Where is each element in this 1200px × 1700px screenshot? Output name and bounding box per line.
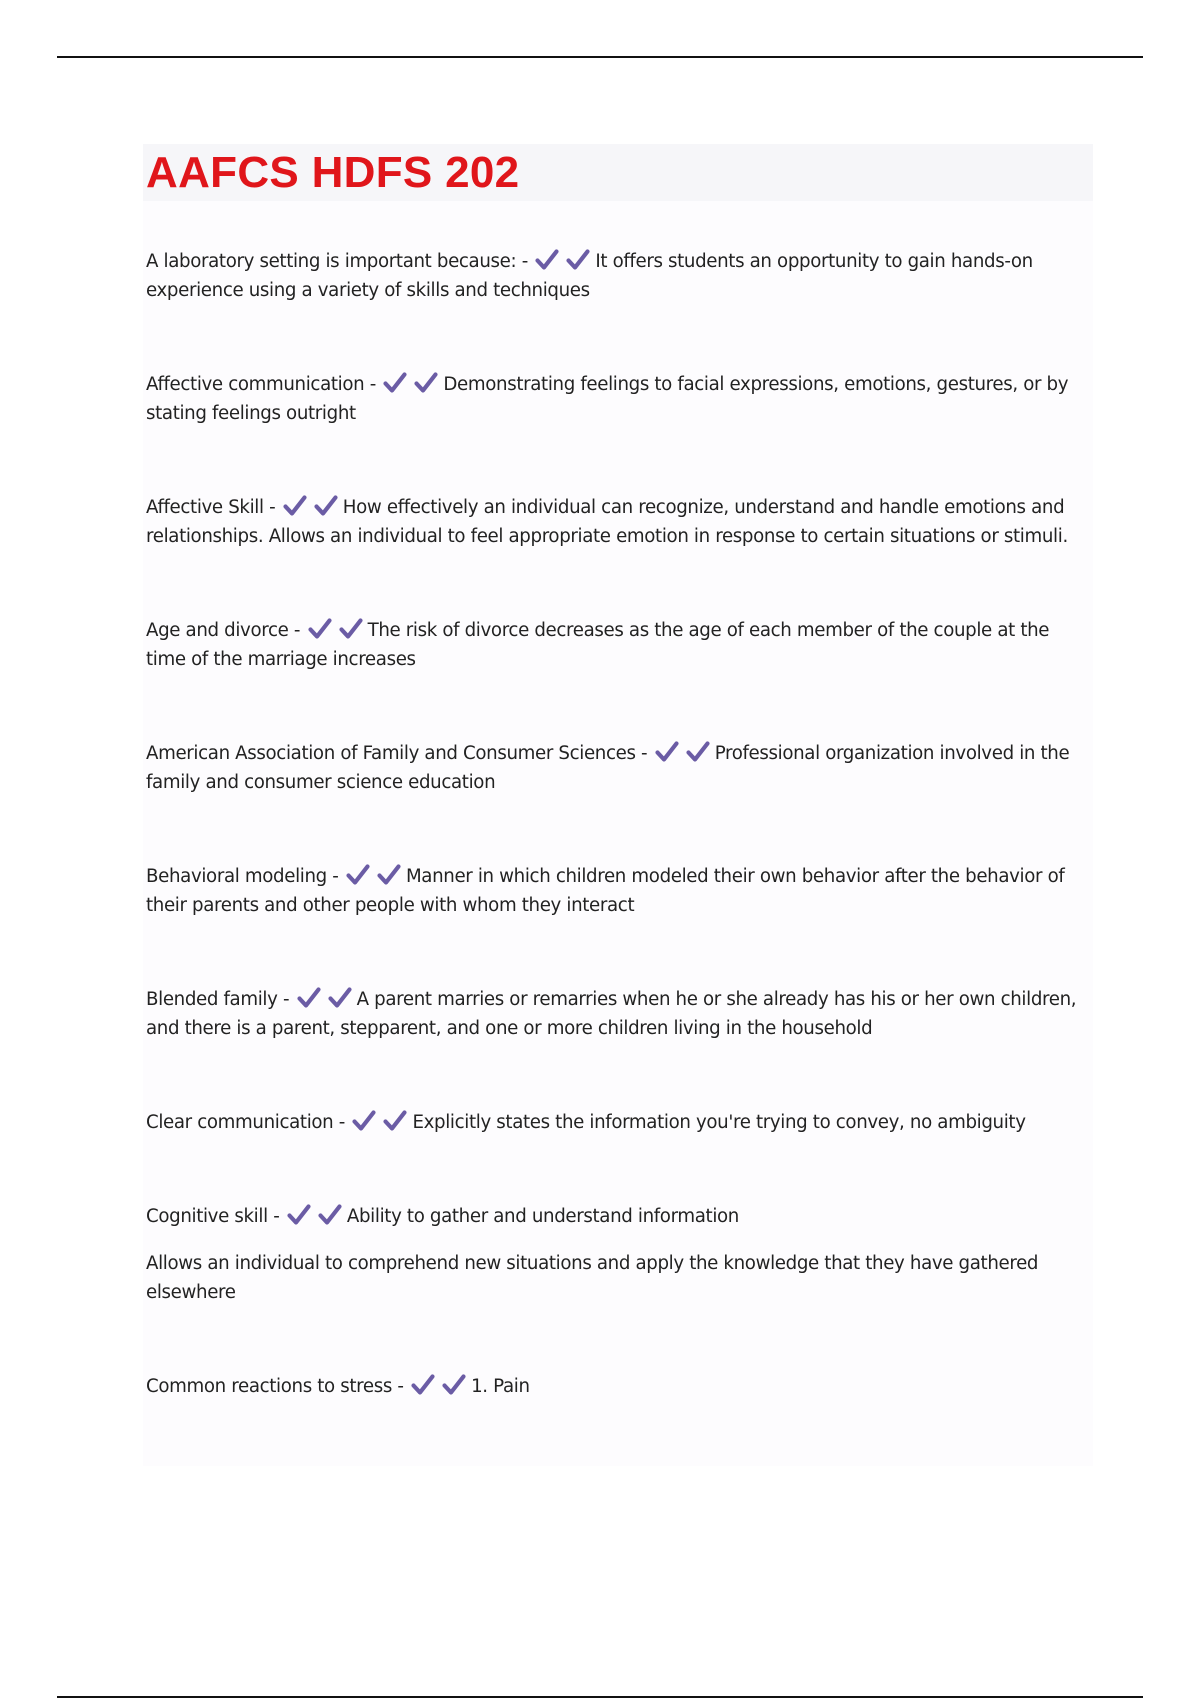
checkmark-icon	[442, 1374, 466, 1396]
checkmark-icon	[339, 618, 363, 640]
entry-term: Affective Skill	[146, 497, 264, 518]
checkmark-icon	[352, 1110, 376, 1132]
checkmark-icon	[686, 741, 710, 763]
checkmark-icon	[328, 987, 352, 1009]
entry-term: A laboratory setting is important because:	[146, 251, 517, 272]
checkmark-icon	[655, 741, 679, 763]
entry-definition: Ability to gather and understand information	[346, 1206, 739, 1227]
checkmark-icon	[287, 1204, 311, 1226]
entry-separator: -	[369, 374, 376, 395]
entry-term: Behavioral modeling	[146, 866, 327, 887]
checkmark-icon	[566, 249, 590, 271]
checkmark-icon	[283, 495, 307, 517]
entry-separator: -	[273, 1206, 280, 1227]
entry-separator: -	[332, 866, 339, 887]
entry-term: American Association of Family and Consumer Sciences	[146, 743, 636, 764]
footer-rule	[57, 1696, 1143, 1698]
flashcard-entry	[146, 985, 1089, 1043]
flashcard-entry	[146, 247, 1089, 305]
entry-definition: A parent marries or remarries when he or she already has his or her own children, and there is a parent, stepparent, and one or more children living in the household	[146, 989, 1077, 1039]
entry-term: Blended family	[146, 989, 278, 1010]
entry-definition: Demonstrating feelings to facial expressions, emotions, gestures, or by stating feelings outright	[146, 374, 1069, 424]
flashcard-entry	[146, 862, 1089, 920]
title-band	[143, 144, 1093, 201]
flashcard-entry	[146, 1372, 1089, 1401]
checkmark-icon	[411, 1374, 435, 1396]
flashcard-entry	[146, 1108, 1089, 1137]
checkmark-icon	[535, 249, 559, 271]
entry-extra-definition: Allows an individual to comprehend new situations and apply the knowledge that they have gathered elsewhere	[146, 1253, 1039, 1303]
entry-definition: How effectively an individual can recognize, understand and handle emotions and relationships. Allows an individual to feel appropriate emotion in response to certain situations or stimuli.	[146, 497, 1068, 547]
checkmark-icon	[308, 618, 332, 640]
flashcard-list	[143, 247, 1093, 1401]
checkmark-icon	[297, 987, 321, 1009]
entry-separator: -	[293, 620, 301, 641]
entry-definition: 1. Pain	[471, 1376, 530, 1397]
checkmark-icon	[346, 864, 370, 886]
entry-separator: -	[269, 497, 276, 518]
checkmark-icon	[318, 1204, 342, 1226]
checkmark-icon	[377, 864, 401, 886]
checkmark-icon	[314, 495, 338, 517]
entry-definition: The risk of divorce decreases as the age of each member of the couple at the time of the marriage increases	[146, 620, 1050, 670]
checkmark-icon	[383, 1110, 407, 1132]
entry-term: Age and divorce	[146, 620, 289, 641]
document-page	[143, 144, 1093, 1466]
checkmark-icon	[414, 372, 438, 394]
flashcard-entry	[146, 739, 1089, 797]
entry-definition: Professional organization involved in the family and consumer science education	[146, 743, 1070, 793]
entry-term: Common reactions to stress	[146, 1376, 392, 1397]
entry-separator: -	[397, 1376, 404, 1397]
entry-term: Affective communication	[146, 374, 365, 395]
entry-term: Cognitive skill	[146, 1206, 268, 1227]
entry-definition: Explicitly states the information you're trying to convey, no ambiguity	[412, 1112, 1026, 1133]
entry-separator: -	[282, 989, 290, 1010]
entry-term: Clear communication	[146, 1112, 334, 1133]
entry-definition: It offers students an opportunity to gain hands-on experience using a variety of skills and techniques	[146, 251, 1033, 301]
flashcard-entry	[146, 493, 1089, 551]
flashcard-entry	[146, 616, 1089, 674]
entry-separator: -	[641, 743, 648, 764]
page-title: AAFCS HDFS 202	[146, 147, 520, 197]
entry-separator: -	[521, 251, 528, 272]
header-rule	[57, 56, 1143, 58]
entry-definition: Manner in which children modeled their own behavior after the behavior of their parents and other people with whom they interact	[146, 866, 1065, 916]
checkmark-icon	[383, 372, 407, 394]
flashcard-entry	[146, 370, 1089, 428]
flashcard-entry	[146, 1202, 1089, 1307]
entry-separator: -	[338, 1112, 346, 1133]
